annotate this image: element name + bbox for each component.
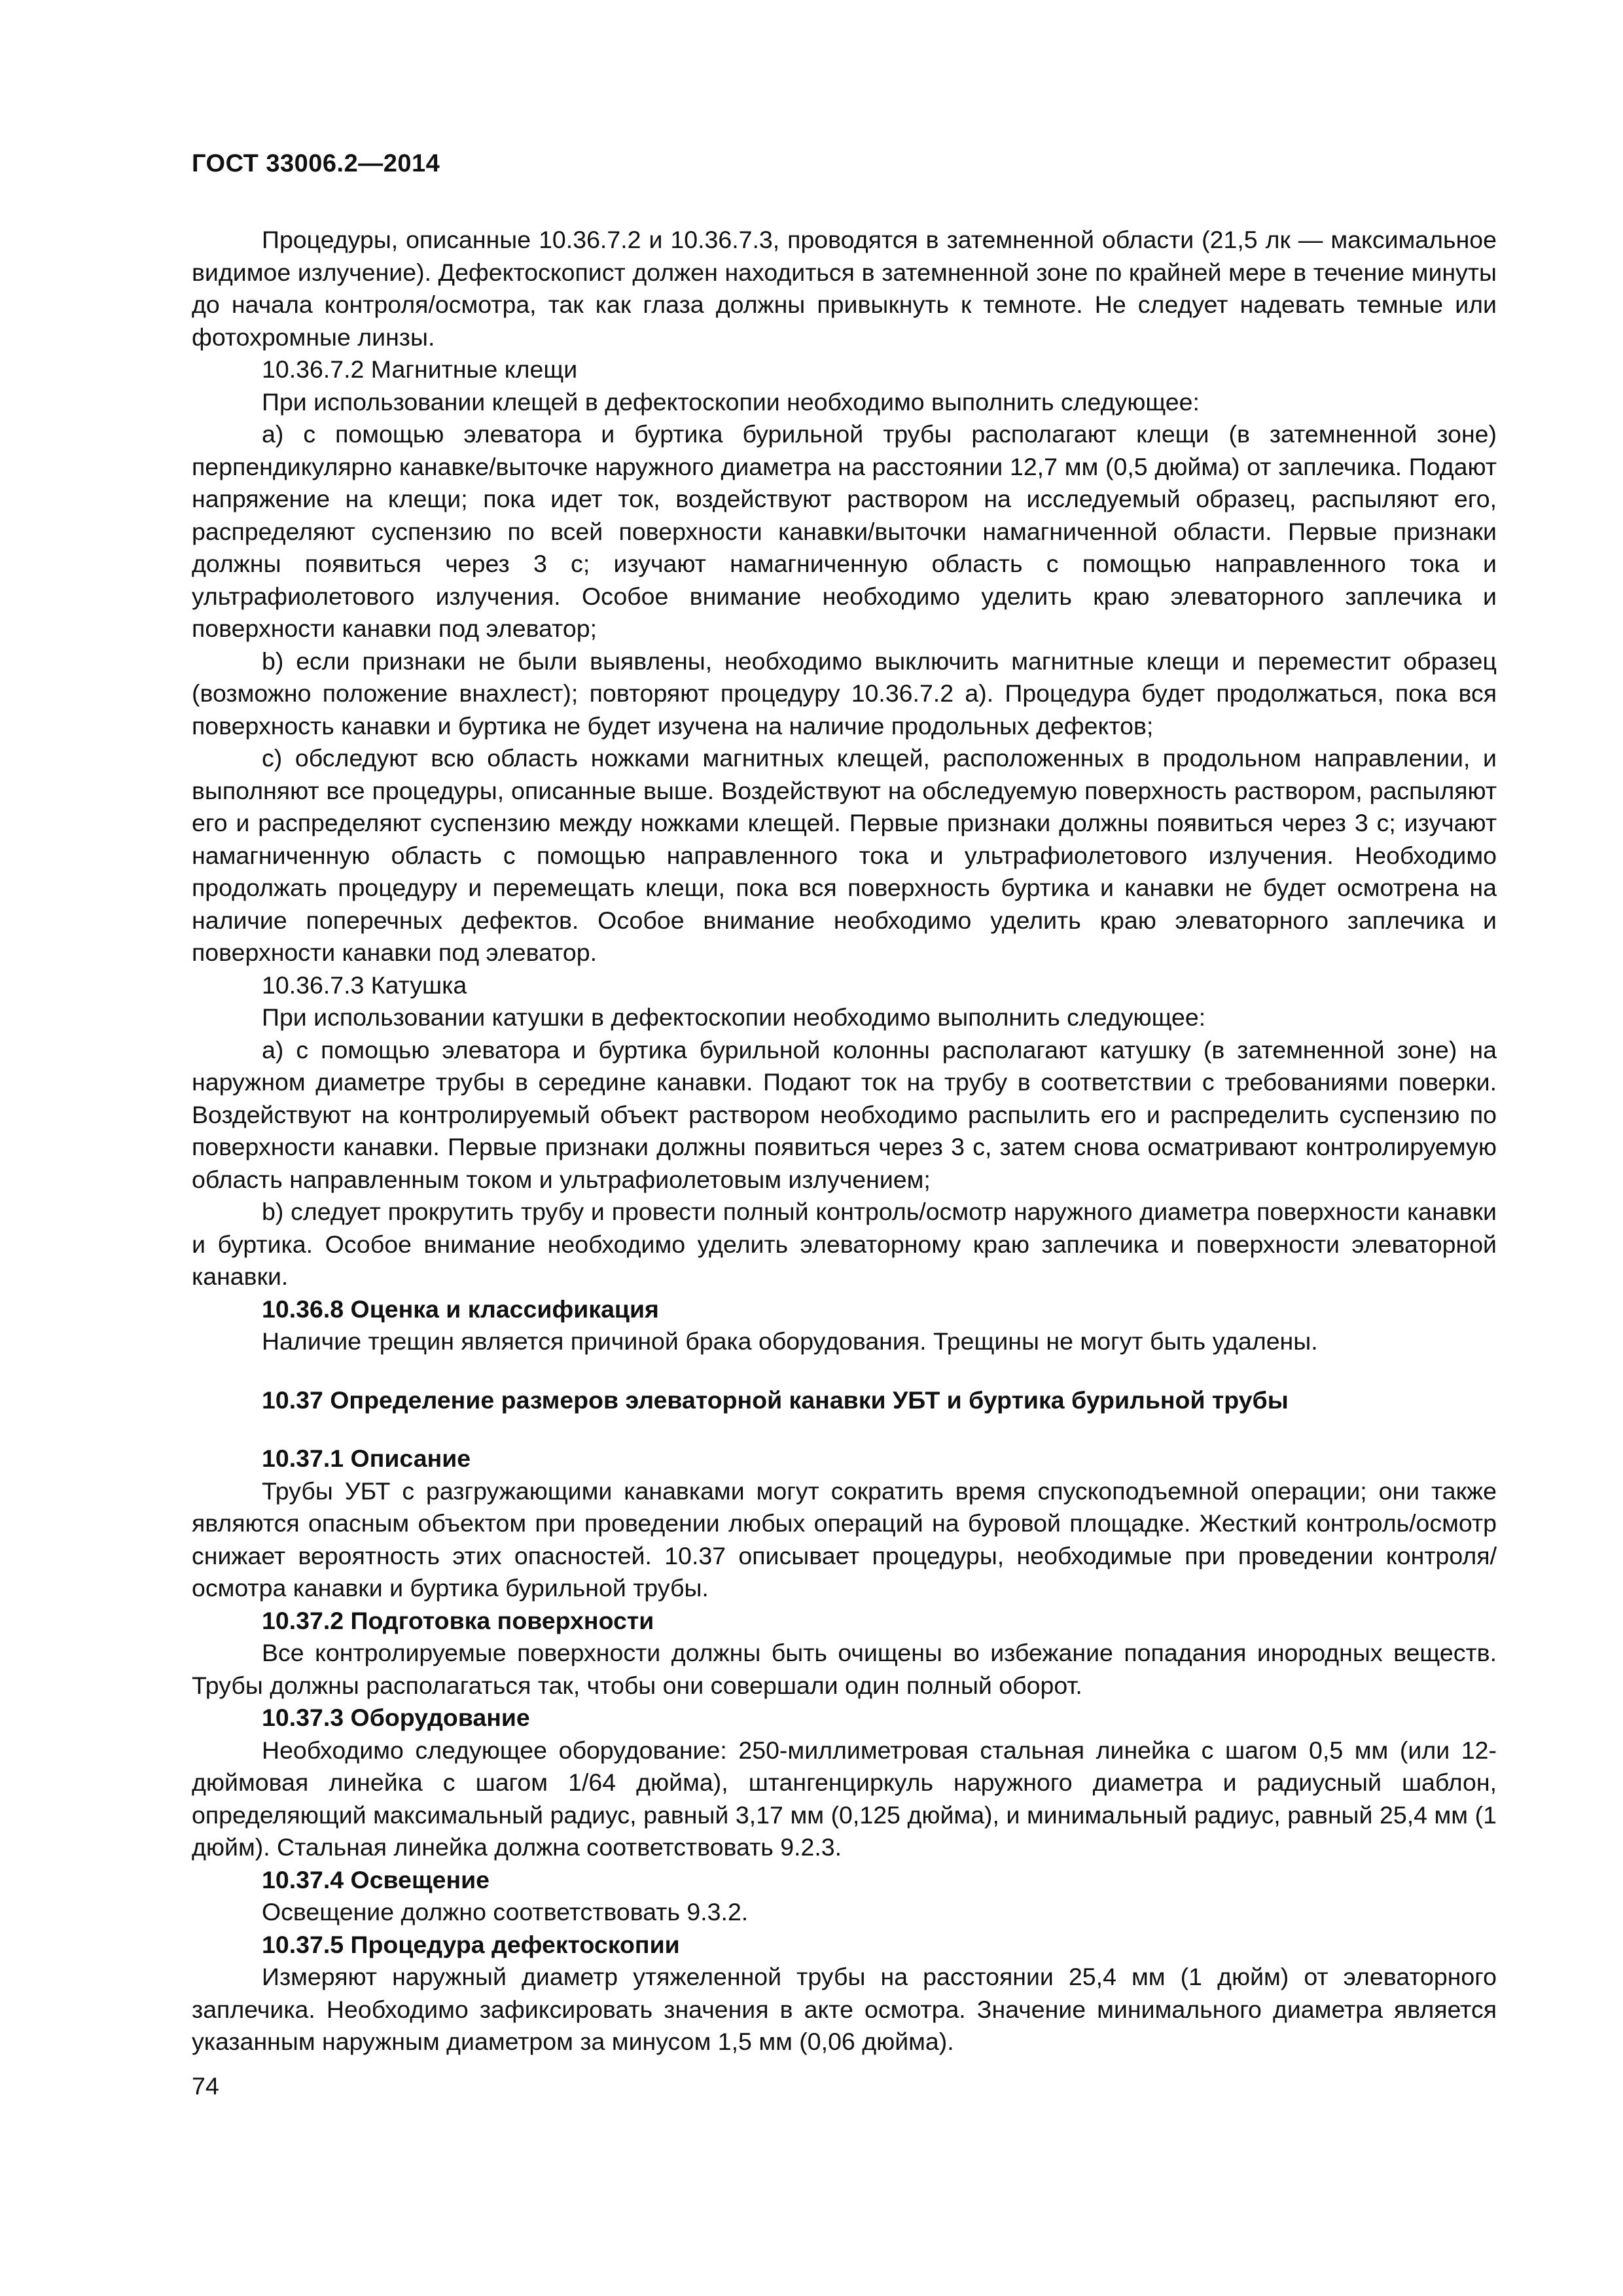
document-header-code: ГОСТ 33006.2—2014 (192, 150, 440, 177)
paragraph: Измеряют наружный диаметр утяжеленной трубы на расстоянии 25,4 мм (1 дюйм) от элеваторного заплечика. Необходимо зафиксировать значения в акте осмотра. Значение минимального диаметра является указанным наружным диаметром за минусом 1,5 мм (0,06 дюйма). (192, 1963, 1497, 2055)
list-item-a: a) с помощью элеватора и буртика бурильной трубы располагают клещи (в затемненной зоне) перпендикулярно канавке/выточке наружного диаметра на расстоянии 12,7 мм (0,5 дюйма) от заплечика. Подают напряжение на клещи; пока идет ток, воздействуют раствором на исследуемый образец, распыляют его, распределяют суспензию по всей поверхности канавки/выточки намагниченной области. Первые признаки должны появиться через 3 с; изучают намагниченную область с помощью направленного тока и ультрафиолетового излучения. Особое внимание необходимо уделить краю элеваторного заплечика и поверхности канавки под элеватор; (192, 420, 1497, 642)
subsection-heading-10-36-7-2: 10.36.7.2 Магнитные клещи (262, 355, 578, 383)
section-heading-10-37-5: 10.37.5 Процедура дефектоскопии (262, 1930, 680, 1958)
paragraph: Необходимо следующее оборудование: 250-миллиметровая стальная линейка с шагом 0,5 мм (или 12-дюймовая линейка с шагом 1/64 дюйма), штангенциркуль наружного диаметра и радиусный шаблон, определяющий максимальный радиус, равный 3,17 мм (0,125 дюйма), и минимальный радиус, равный 25,4 мм (1 дюйм). Стальная линейка должна соответствовать 9.2.3. (192, 1736, 1497, 1861)
document-body (192, 224, 1497, 2058)
paragraph: Все контролируемые поверхности должны быть очищены во избежание попадания инородных веществ. Трубы должны располагаться так, чтобы они совершали один полный оборот. (192, 1639, 1497, 1699)
list-item-a: a) с помощью элеватора и буртика бурильной колонны располагают катушку (в затемненной зоне) на наружном диаметре трубы в середине канавки. Подают ток на трубу в соответствии с требованиями поверки. Воздействуют на контролируемый объект раствором необходимо распылить его и распределить суспензию по поверхности канавки. Первые признаки должны появиться через 3 с, затем снова осматривают контролируемую область направленным током и ультрафиолетовым излучением; (192, 1035, 1497, 1193)
section-heading-10-36-8: 10.36.8 Оценка и классификация (262, 1295, 659, 1323)
section-heading-10-37-4: 10.37.4 Освещение (262, 1865, 490, 1893)
paragraph: При использовании катушки в дефектоскопии необходимо выполнить следующее: (262, 1003, 1206, 1031)
section-heading-10-37-2: 10.37.2 Подготовка поверхности (262, 1606, 654, 1634)
list-item-c: c) обследуют всю область ножками магнитных клещей, расположенных в продольном направлении, и выполняют все процедуры, описанные выше. Воздействуют на обследуемую поверхность раствором, распыляют его и распределяют суспензию между ножками клещей. Первые признаки должны появиться через 3 с; изучают намагниченную область с помощью направленного тока и ультрафиолетового излучения. Необходимо продолжать процедуру и перемещать клещи, пока вся поверхность буртика и канавки не будет осмотрена на наличие поперечных дефектов. Особое внимание необходимо уделить краю элеваторного заплечика и поверхности канавки под элеватор. (192, 744, 1497, 966)
section-heading-10-37-3: 10.37.3 Оборудование (262, 1704, 530, 1731)
section-heading-10-37-1: 10.37.1 Описание (262, 1444, 471, 1472)
section-heading-10-37: 10.37 Определение размеров элеваторной канавки УБТ и буртика бурильной трубы (262, 1386, 1289, 1414)
paragraph: Наличие трещин является причиной брака оборудования. Трещины не могут быть удалены. (262, 1327, 1318, 1355)
paragraph: Трубы УБТ с разгружающими канавками могут сократить время спускоподъемной операции; они также являются опасным объектом при проведении любых операций на буровой площадке. Жесткий контроль/осмотр снижает вероятность этих опасностей. 10.37 описывает процедуры, необходимые при проведении контроля/осмотра канавки и буртика бурильной трубы. (192, 1477, 1497, 1602)
list-item-b: b) если признаки не были выявлены, необходимо выключить магнитные клещи и переместит образец (возможно положение внахлест); повторяют процедуру 10.36.7.2 a). Процедура будет продолжаться, пока вся поверхность канавки и буртика не будет изучена на наличие продольных дефектов; (192, 647, 1497, 740)
paragraph: При использовании клещей в дефектоскопии необходимо выполнить следующее: (262, 387, 1200, 416)
paragraph-intro: Процедуры, описанные 10.36.7.2 и 10.36.7.3, проводятся в затемненной области (21,5 лк — максимальное видимое излучение). Дефектоскопист должен находиться в затемненной зоне по крайней мере в течение минуты до начала контроля/осмотра, так как глаза должны привыкнуть к темноте. Не следует надевать темные или фотохромные линзы. (192, 226, 1497, 351)
subsection-heading-10-36-7-3: 10.36.7.3 Катушка (262, 971, 467, 999)
page-number: 74 (192, 2072, 219, 2100)
paragraph: Освещение должно соответствовать 9.3.2. (262, 1898, 749, 1926)
list-item-b: b) следует прокрутить трубу и провести полный контроль/осмотр наружного диаметра поверхности канавки и буртика. Особое внимание необходимо уделить элеваторному краю заплечика и поверхности элеваторной канавки. (192, 1198, 1497, 1290)
